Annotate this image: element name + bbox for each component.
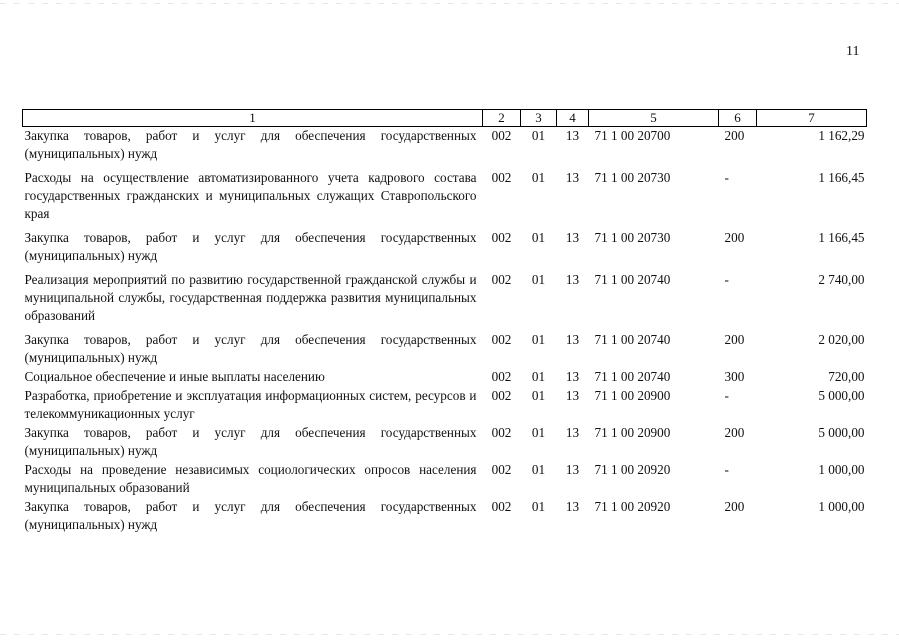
row-vr: - [724,388,729,403]
row-rz: 01 [531,170,546,185]
table-row [23,127,867,170]
row-rz: 01 [531,499,546,514]
row-pr: 13 [565,388,580,403]
row-ved: 002 [491,462,512,477]
row-name: Закупка товаров, работ и услуг для обеспечения государственных (муниципальных) нужд [24,332,477,365]
row-ved: 002 [491,272,512,287]
row-name: Закупка товаров, работ и услуг для обеспечения государственных (муниципальных) нужд [24,128,477,161]
row-name: Расходы на осуществление автоматизированного учета кадрового состава государственных гражданских и муниципальных служащих Ставропольского края [24,170,477,221]
row-ved: 002 [491,128,512,143]
row-sum: 1 000,00 [818,499,865,514]
header-col-1: 1 [23,110,483,127]
table-row [23,498,867,535]
table-row [23,368,867,387]
row-csr: 71 1 00 20900 [594,388,671,403]
row-vr: 200 [724,128,745,143]
row-vr: 200 [724,332,745,347]
page-number: 11 [846,44,860,59]
row-pr: 13 [565,230,580,245]
row-vr: 200 [724,499,745,514]
header-col-7: 7 [757,110,867,127]
row-name: Закупка товаров, работ и услуг для обеспечения государственных (муниципальных) нужд [24,425,477,458]
row-csr: 71 1 00 20700 [594,128,671,143]
row-sum: 2 740,00 [818,272,865,287]
row-csr: 71 1 00 20740 [594,332,671,347]
row-name: Закупка товаров, работ и услуг для обеспечения государственных (муниципальных) нужд [24,230,477,263]
row-rz: 01 [531,462,546,477]
row-name: Закупка товаров, работ и услуг для обеспечения государственных (муниципальных) нужд [24,499,477,532]
row-rz: 01 [531,425,546,440]
row-sum: 5 000,00 [818,425,865,440]
row-vr: - [724,170,729,185]
scan-edge-top [0,3,899,4]
row-sum: 1 000,00 [818,462,865,477]
header-col-2: 2 [483,110,521,127]
row-rz: 01 [531,128,546,143]
row-rz: 01 [531,388,546,403]
row-csr: 71 1 00 20920 [594,499,671,514]
row-csr: 71 1 00 20900 [594,425,671,440]
row-pr: 13 [565,462,580,477]
table-row [23,331,867,368]
row-ved: 002 [491,499,512,514]
row-pr: 13 [565,170,580,185]
row-vr: 200 [724,425,745,440]
row-pr: 13 [565,425,580,440]
row-name: Разработка, приобретение и эксплуатация информационных систем, ресурсов и телекоммуникационных услуг [24,388,477,421]
row-vr: 200 [724,230,745,245]
row-pr: 13 [565,369,580,384]
table-row [23,271,867,331]
table-row [23,424,867,461]
row-sum: 5 000,00 [818,388,865,403]
table-row [23,387,867,424]
row-ved: 002 [491,388,512,403]
header-col-4: 4 [557,110,589,127]
row-csr: 71 1 00 20730 [594,230,671,245]
row-sum: 1 166,45 [818,230,865,245]
row-ved: 002 [491,425,512,440]
header-col-5: 5 [589,110,719,127]
row-csr: 71 1 00 20740 [594,272,671,287]
row-vr: 300 [724,369,745,384]
row-ved: 002 [491,332,512,347]
row-rz: 01 [531,369,546,384]
row-pr: 13 [565,128,580,143]
row-ved: 002 [491,369,512,384]
budget-table [22,109,867,535]
scan-edge-bottom [0,634,899,635]
header-col-6: 6 [719,110,757,127]
row-csr: 71 1 00 20730 [594,170,671,185]
row-name: Расходы на проведение независимых социологических опросов населения муниципальных образований [24,462,477,495]
row-rz: 01 [531,230,546,245]
row-pr: 13 [565,272,580,287]
row-csr: 71 1 00 20920 [594,462,671,477]
header-col-3: 3 [521,110,557,127]
row-rz: 01 [531,332,546,347]
table-row [23,229,867,271]
row-sum: 2 020,00 [818,332,865,347]
header-row [23,110,867,127]
row-vr: - [724,272,729,287]
row-ved: 002 [491,170,512,185]
row-pr: 13 [565,332,580,347]
row-sum: 1 166,45 [818,170,865,185]
table-row [23,169,867,229]
row-sum: 1 162,29 [818,128,865,143]
row-name: Реализация мероприятий по развитию государственной гражданской службы и муниципальной службы, государственная поддержка развития муниципальных образований [24,272,477,323]
row-rz: 01 [531,272,546,287]
row-name: Социальное обеспечение и иные выплаты населению [24,369,325,384]
row-vr: - [724,462,729,477]
row-pr: 13 [565,499,580,514]
row-sum: 720,00 [828,369,865,384]
table-row [23,461,867,498]
row-csr: 71 1 00 20740 [594,369,671,384]
row-ved: 002 [491,230,512,245]
